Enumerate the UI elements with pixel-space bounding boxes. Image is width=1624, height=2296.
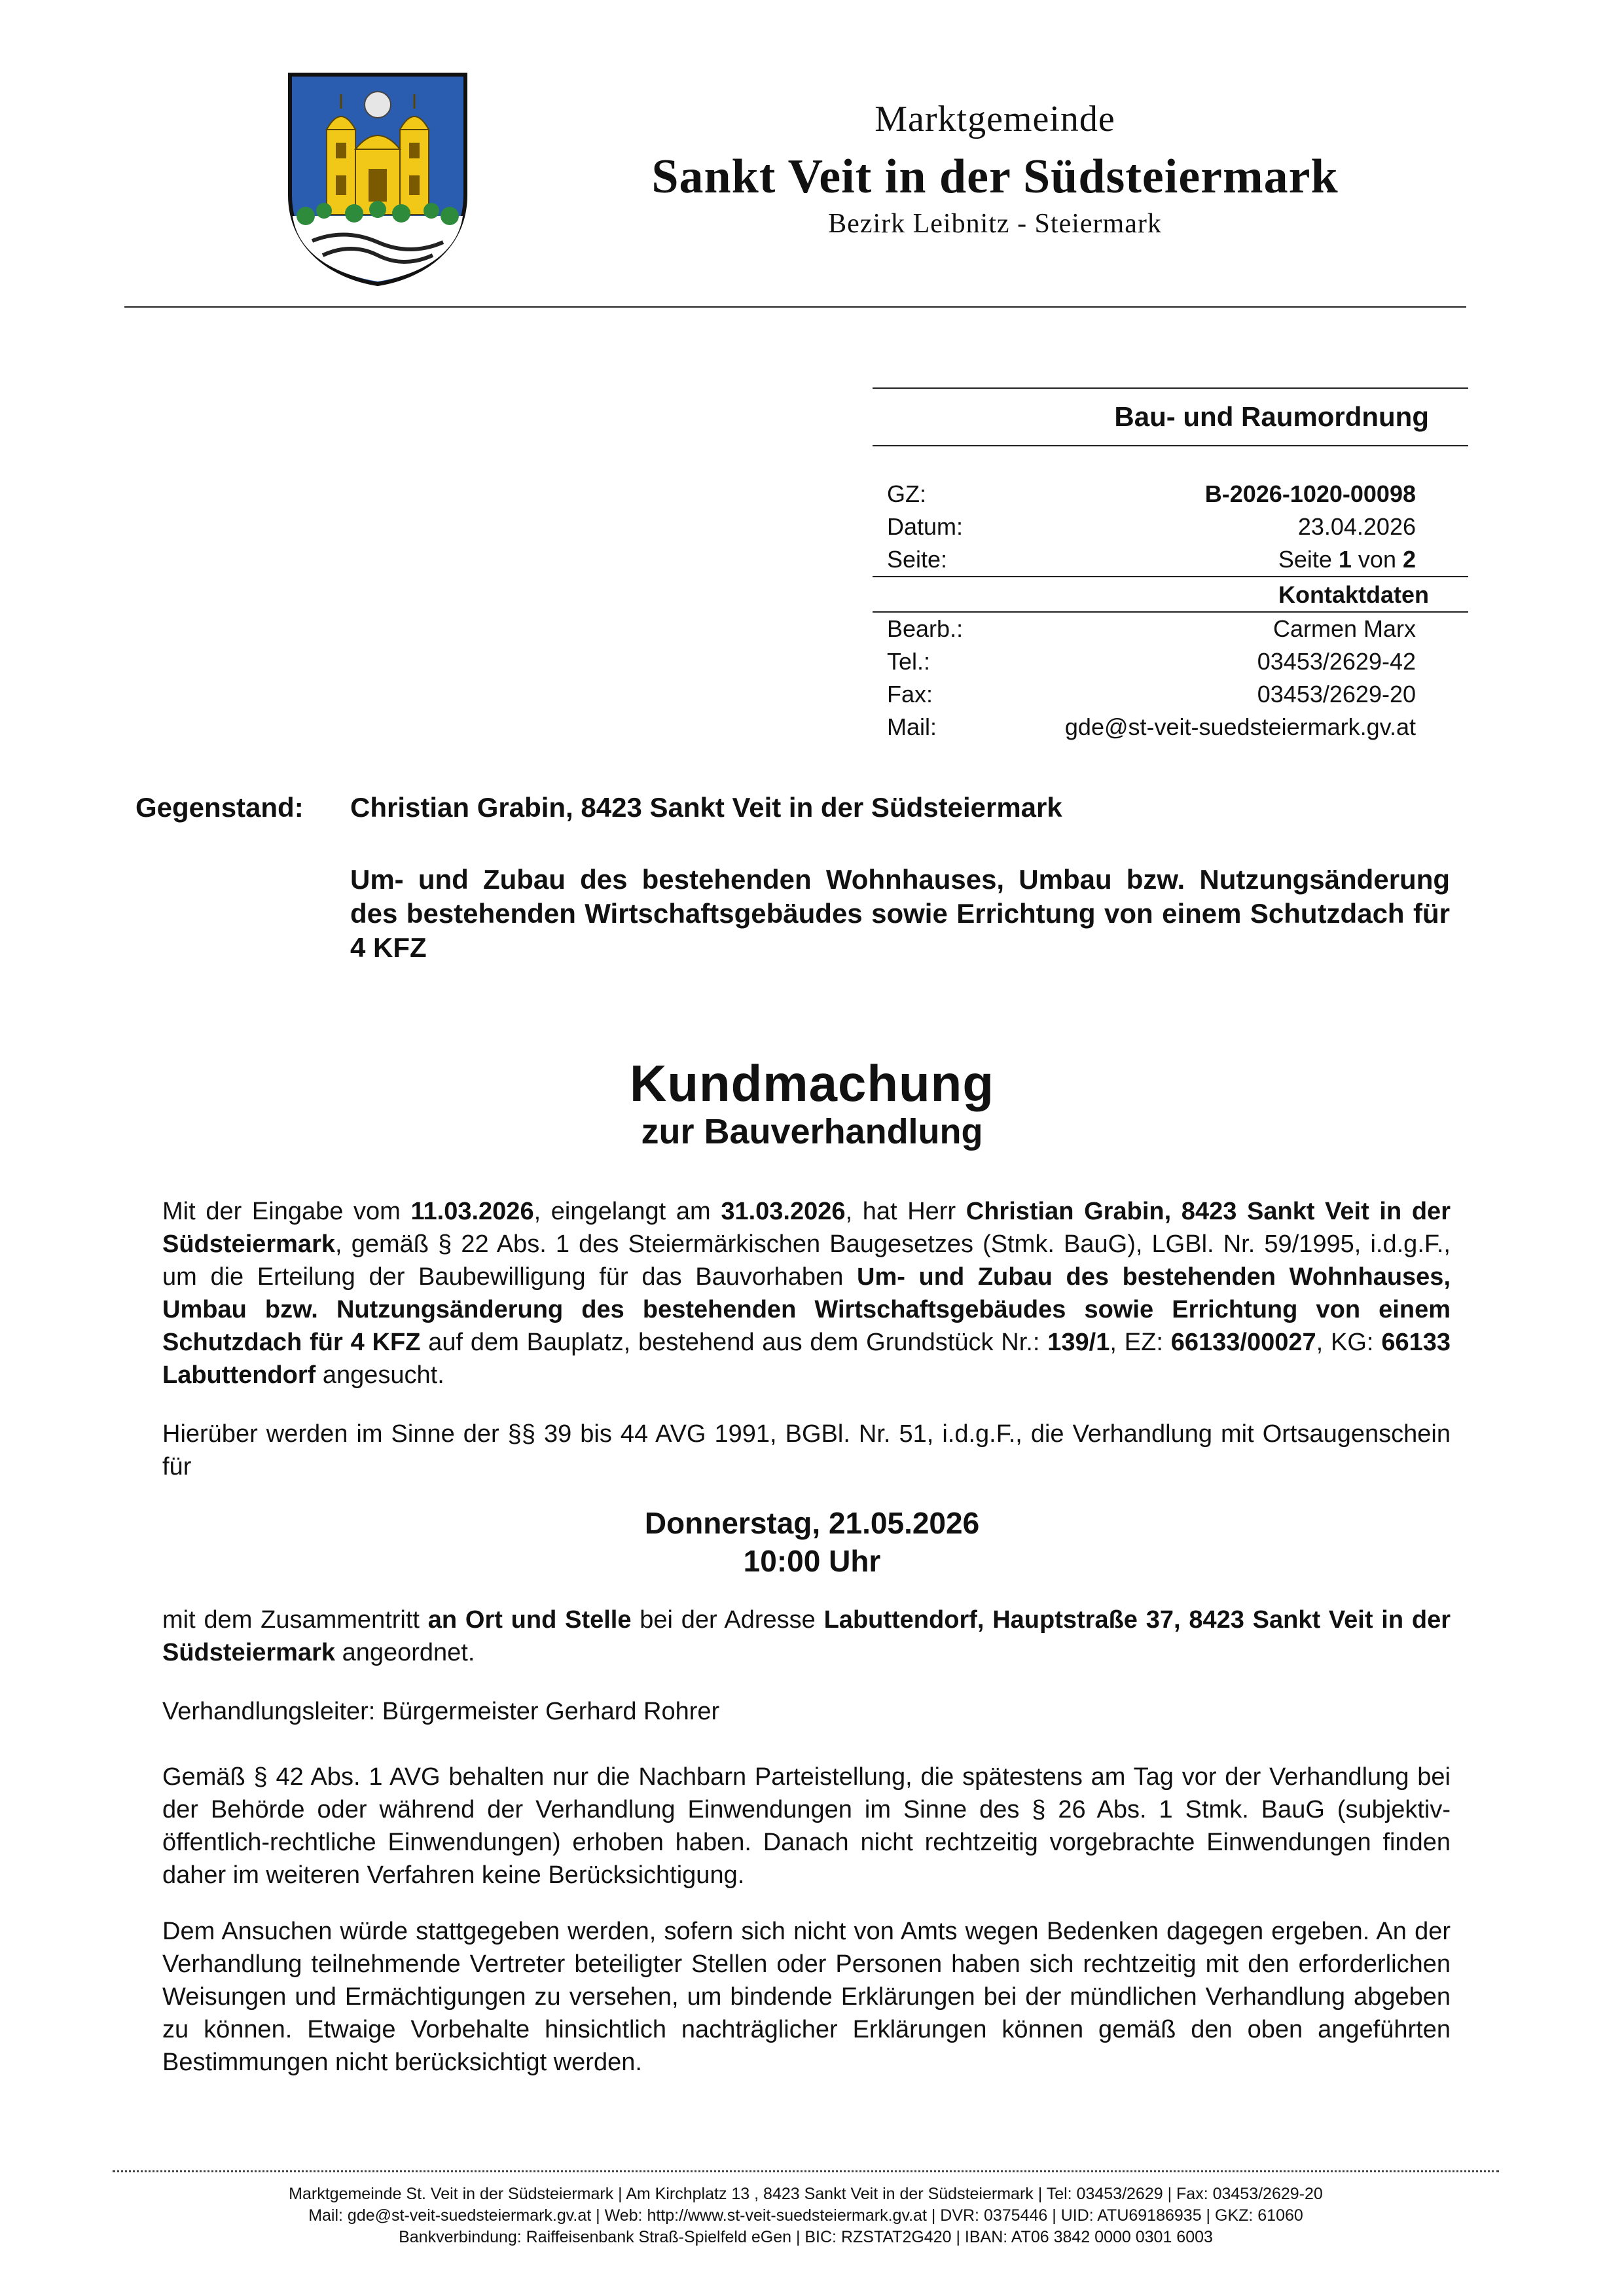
subject-project: Um- und Zubau des bestehenden Wohnhauses, Umbau bzw. Nutzungsänderung des bestehenden Wirtschaftsgebäudes sowie Errichtung von einem Schutzdach für 4 KFZ [350, 864, 1450, 963]
text-run: , hat Herr [845, 1198, 966, 1225]
page-current: 1 [1338, 546, 1352, 573]
text-run: , eingelangt am [533, 1198, 721, 1225]
text-run: angeordnet. [335, 1639, 475, 1666]
contact-heading: Kontaktdaten [1278, 581, 1429, 608]
text-run: bei der Adresse [631, 1606, 824, 1634]
info-row-datum [873, 511, 1468, 543]
paragraph-conditions: Dem Ansuchen würde stattgegeben werden, sofern sich nicht von Amts wegen Bedenken dagegen ergeben. An der Verhandlung teilnehmende Vertreter beteiligter Stellen oder Personen haben sich rechtzeitig mit den erforderlichen Weisungen und Ermächtigungen zu versehen, um bindende Erklärungen bei der mündlichen Verhandlung abgeben zu können. Etwaige Vorbehalte hinsichtlich nachträglicher Erklärungen können gemäß den oben angeführten Bestimmungen nicht berücksichtigt werden. [162, 1918, 1451, 2076]
info-value-datum: 23.04.2026 [1297, 513, 1416, 540]
hearing-date [0, 1504, 1624, 1580]
contact-label: Tel.: [887, 648, 931, 675]
contact-value-bearb: Carmen Marx [1272, 615, 1416, 642]
bold-text-run: an Ort und Stelle [427, 1606, 632, 1634]
bold-text-run: 66133/00027 [1170, 1329, 1316, 1356]
footer-divider [113, 2170, 1499, 2172]
department-label: Bau- und Raumordnung [1114, 401, 1429, 432]
footer-bank: Bankverbindung: Raiffeisenbank Straß-Spielfeld eGen | BIC: RZSTAT2G420 | IBAN: AT06 3842 0000 0301 6003 [399, 2228, 1213, 2246]
paragraph-application [162, 1195, 1451, 1391]
bold-text-run: 66133 Labuttendorf [162, 1329, 1451, 1389]
municipality-prefix: Marktgemeinde [875, 99, 1115, 139]
info-row-seite [873, 543, 1468, 576]
info-label: Datum: [887, 513, 964, 540]
page-prefix: Seite [1278, 546, 1339, 573]
municipality-name: Sankt Veit in der Südsteiermark [651, 150, 1339, 204]
municipality-district: Bezirk Leibnitz - Steiermark [828, 209, 1162, 239]
info-box [873, 387, 1468, 744]
bold-text-run: Um- und Zubau des bestehenden Wohnhauses, Umbau bzw. Nutzungsänderung des bestehenden Wirtschaftsgebäudes sowie Errichtung von einem Schutzdach für 4 KFZ [162, 1263, 1451, 1356]
document-subtitle: zur Bauverhandlung [641, 1112, 983, 1151]
footer-address: Marktgemeinde St. Veit in der Südsteiermark | Am Kirchplatz 13 , 8423 Sankt Veit in der Südsteiermark | Tel: 03453/2629 | Fax: 03453/2629-20 [289, 2185, 1323, 2203]
bold-text-run: 31.03.2026 [721, 1198, 846, 1225]
contact-label: Mail: [887, 713, 937, 740]
paragraph-location [162, 1604, 1451, 1669]
contact-value-fax: 03453/2629-20 [1257, 681, 1416, 708]
info-label: Seite: [887, 546, 948, 573]
header-divider [124, 306, 1466, 308]
hearing-date-line: Donnerstag, 21.05.2026 [644, 1506, 980, 1540]
footer-contact: Mail: gde@st-veit-suedsteiermark.gv.at | Web: http://www.st-veit-suedsteiermark.gv.at | DVR: 0375446 | UID: ATU69186935 | GKZ: 61060 [308, 2206, 1303, 2225]
info-value-gz: B-2026-1020-00098 [1204, 480, 1416, 507]
contact-row-bearb [873, 613, 1468, 645]
contact-label: Fax: [887, 681, 933, 708]
contact-value-tel: 03453/2629-42 [1257, 648, 1416, 675]
info-value-seite [1278, 543, 1416, 576]
paragraph-objections: Gemäß § 42 Abs. 1 AVG behalten nur die Nachbarn Parteistellung, die spätestens am Tag vor der Verhandlung bei der Behörde oder während der Verhandlung Einwendungen im Sinne des § 26 Abs. 1 Stmk. BauG (subjektiv-öffentlich-rechtliche Einwendungen) erhoben haben. Danach nicht rechtzeitig vorgebrachte Einwendungen finden daher im weiteren Verfahren keine Berücksichtigung. [162, 1763, 1451, 1889]
document-title: Kundmachung [630, 1054, 994, 1112]
text-run: angesucht. [316, 1361, 444, 1389]
paragraph-hearing-notice: Hierüber werden im Sinne der §§ 39 bis 44 AVG 1991, BGBl. Nr. 51, i.d.g.F., die Verhandlung mit Ortsaugenschein für [162, 1420, 1451, 1480]
page-mid: von [1351, 546, 1403, 573]
bold-text-run: Labuttendorf, Hauptstraße 37, 8423 Sankt Veit in der Südsteiermark [162, 1606, 1451, 1666]
text-run: , KG: [1316, 1329, 1382, 1356]
contact-row-fax [873, 678, 1468, 711]
bold-text-run: Christian Grabin, 8423 Sankt Veit in der Südsteiermark [162, 1198, 1451, 1258]
subject-applicant: Christian Grabin, 8423 Sankt Veit in der Südsteiermark [350, 792, 1062, 823]
text-run: mit dem Zusammentritt [162, 1606, 428, 1634]
text-run: Mit der Eingabe vom [162, 1198, 411, 1225]
municipal-crest-icon [286, 71, 469, 287]
subject-label: Gegenstand: [135, 792, 304, 823]
text-run: auf dem Bauplatz, bestehend aus dem Grundstück Nr.: [420, 1329, 1048, 1356]
contact-label: Bearb.: [887, 615, 964, 642]
bold-text-run: 139/1 [1047, 1329, 1110, 1356]
info-row-gz [873, 478, 1468, 511]
hearing-time-line: 10:00 Uhr [743, 1544, 881, 1578]
text-run: , gemäß § 22 Abs. 1 des Steiermärkischen Baugesetzes (Stmk. BauG), LGBl. Nr. 59/1995, i.d.g.F., um die Erteilung der Baubewilligung für das Bauvorhaben [162, 1230, 1451, 1291]
text-run: , EZ: [1110, 1329, 1171, 1356]
contact-value-mail: gde@st-veit-suedsteiermark.gv.at [1064, 713, 1416, 740]
contact-row-tel [873, 645, 1468, 678]
page-total: 2 [1402, 546, 1416, 573]
bold-text-run: 11.03.2026 [410, 1198, 534, 1225]
info-label: GZ: [887, 480, 926, 507]
contact-row-mail [873, 711, 1468, 744]
hearing-leader: Verhandlungsleiter: Bürgermeister Gerhard Rohrer [162, 1698, 720, 1725]
footer [113, 2183, 1499, 2248]
